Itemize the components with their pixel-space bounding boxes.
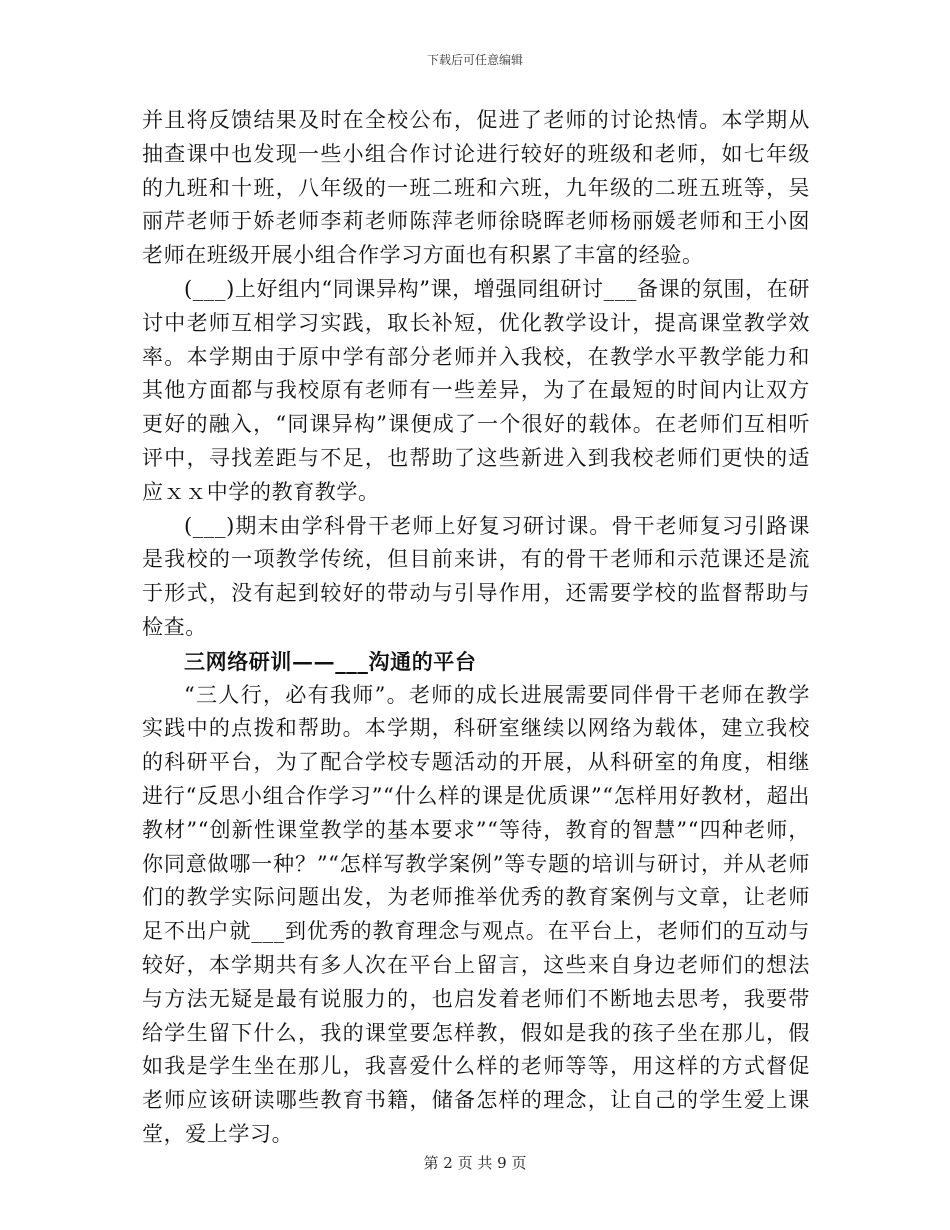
paragraph-same-lesson: (___)上好组内“同课异构”课，增强同组研讨___备课的氛围，在研讨中老师互相学习实践，取长补短，优化教学设计，提高课堂教学效率。本学期由于原中学有部分老师并入我校，在教学水平教学能力和其他方面都与我校原有老师有一些差异，为了在最短的时间内让双方更好的融入，“同课异构”课便成了一个很好的载体。在老师们互相听评中，寻找差距与不足，也帮助了这些新进入到我校老师们更快的适应ｘｘ中学的教育教学。	[142, 276, 810, 504]
document-body	[142, 104, 810, 1152]
page-header: 下载后可任意编辑	[426, 53, 523, 67]
section-heading: 三网络研训——___沟通的平台	[184, 648, 477, 674]
page-number-footer: 第 2 页 共 9 页	[423, 1154, 527, 1172]
paragraph-continuation: 并且将反馈结果及时在全校公布，促进了老师的讨论热情。本学期从抽查课中也发现一些小组合作讨论进行较好的班级和老师，如七年级的九班和十班，八年级的一班二班和六班，九年级的二班五班等，吴丽芹老师于娇老师李莉老师陈萍老师徐晓晖老师杨丽媛老师和王小囡老师在班级开展小组合作学习方面也有积累了丰富的经验。	[142, 108, 810, 268]
paragraph-network-training: “三人行，必有我师”。老师的成长进展需要同伴骨干老师在教学实践中的点拨和帮助。本学期，科研室继续以网络为载体，建立我校的科研平台，为了配合学校专题活动的开展，从科研室的角度，相继进行“反思小组合作学习”“什么样的课是优质课”“怎样用好教材，超出教材”“创新性课堂教学的基本要求”“等待，教育的智慧”“四种老师，你同意做哪一种？”“怎样写教学案例”等专题的培训与研讨，并从老师们的教学实际问题出发，为老师推举优秀的教育案例与文章，让老师足不出户就___到优秀的教育理念与观点。在平台上，老师们的互动与较好，本学期共有多人次在平台上留言，这些来自身边老师们的想法与方法无疑是最有说服力的，也启发着老师们不断地去思考，我要带给学生留下什么，我的课堂要怎样教，假如是我的孩子坐在那儿，假如我是学生坐在那儿，我喜爱什么样的老师等等，用这样的方式督促老师应该研读哪些教育书籍，储备怎样的理念，让自己的学生爱上课堂，爱上学习。	[142, 682, 810, 1146]
paragraph-review-lesson: (___)期末由学科骨干老师上好复习研讨课。骨干老师复习引路课是我校的一项教学传统，但目前来讲，有的骨干老师和示范课还是流于形式，没有起到较好的带动与引导作用，还需要学校的监督帮助与检查。	[142, 513, 810, 639]
